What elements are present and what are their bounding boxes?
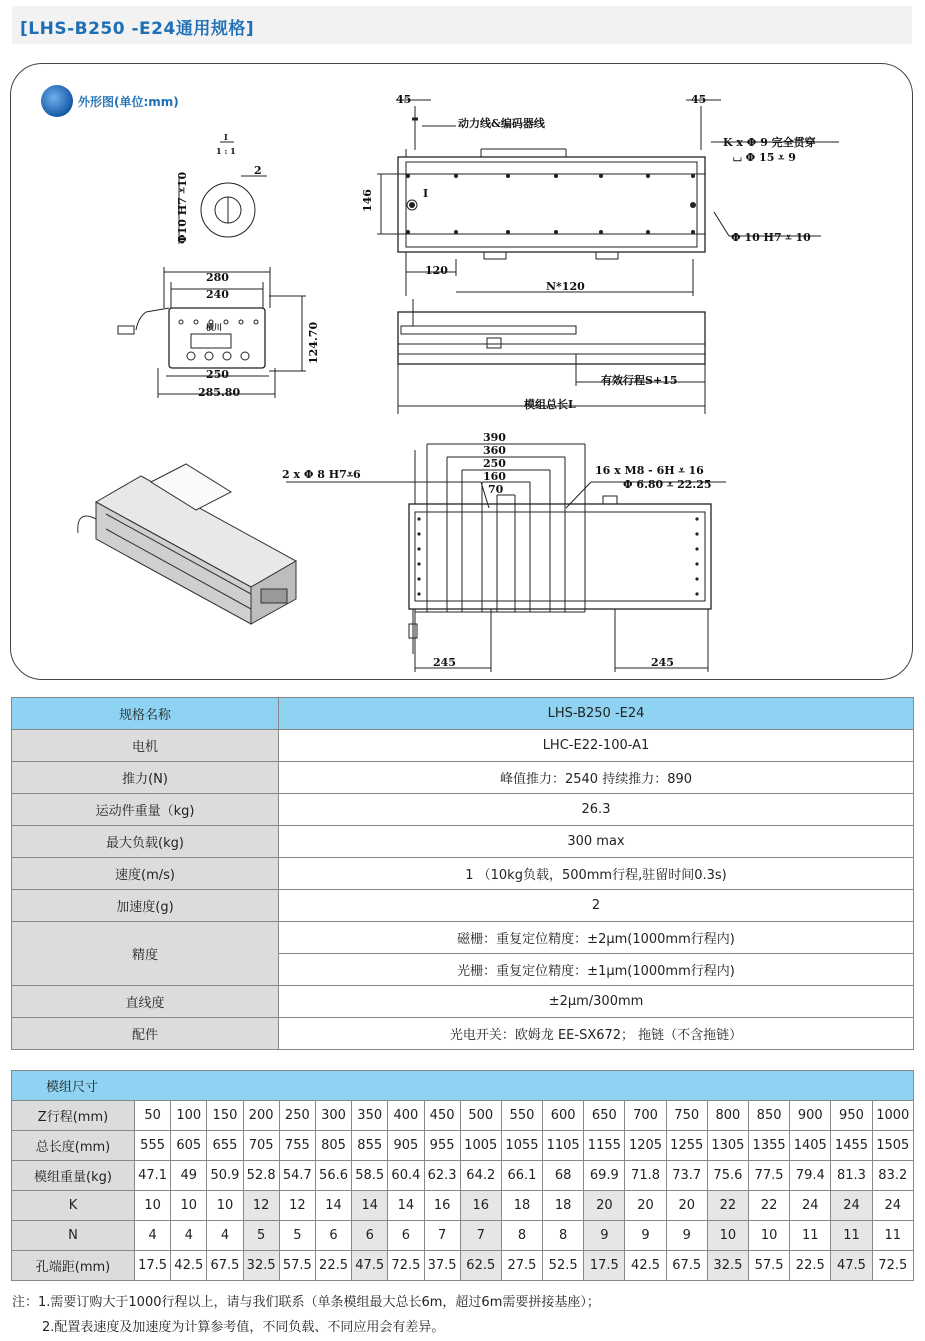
dimension-cell: 22.5 bbox=[790, 1251, 831, 1281]
dimension-row bbox=[12, 1101, 914, 1131]
spec-value: 26.3 bbox=[279, 794, 914, 826]
dimension-cell: 22 bbox=[749, 1191, 790, 1221]
dimension-cell: 24 bbox=[790, 1191, 831, 1221]
spec-label: 配件 bbox=[12, 1018, 279, 1050]
dimension-cell: 850 bbox=[749, 1101, 790, 1131]
spec-value: 1 （10kg负载，500mm行程,驻留时间0.3s) bbox=[279, 858, 914, 890]
dimension-cell: 71.8 bbox=[625, 1161, 666, 1191]
dim-45-right: 45 bbox=[691, 93, 707, 106]
dimension-cell: 350 bbox=[352, 1101, 388, 1131]
note-1: 注：1.需要订购大于1000行程以上，请与我们联系（单条模组最大总长6m，超过6m需要拼接基座）； bbox=[12, 1295, 600, 1310]
dimension-cell: 56.6 bbox=[315, 1161, 351, 1191]
dimension-cell: 20 bbox=[584, 1191, 625, 1221]
dimension-cell: 62.5 bbox=[460, 1251, 501, 1281]
dimension-cell: 27.5 bbox=[501, 1251, 542, 1281]
dimension-cell: 905 bbox=[388, 1131, 424, 1161]
dimension-table bbox=[11, 1070, 914, 1281]
spec-row-max-load bbox=[12, 826, 914, 858]
dimension-cell: 17.5 bbox=[584, 1251, 625, 1281]
dimension-cell: 1405 bbox=[790, 1131, 831, 1161]
dimension-cell: 550 bbox=[501, 1101, 542, 1131]
spec-label: 电机 bbox=[12, 730, 279, 762]
dimension-cell: 7 bbox=[424, 1221, 460, 1251]
spec-label: 速度(m/s) bbox=[12, 858, 279, 890]
dimension-cell: 24 bbox=[872, 1191, 913, 1221]
plate-brand: 横川 bbox=[206, 322, 222, 332]
dimension-cell: 10 bbox=[135, 1191, 171, 1221]
dimension-cell: 100 bbox=[171, 1101, 207, 1131]
dim-n120: N*120 bbox=[546, 280, 585, 293]
dimension-row-label: N bbox=[12, 1221, 135, 1251]
dim-390: 390 bbox=[483, 431, 506, 444]
dimension-cell: 52.5 bbox=[543, 1251, 584, 1281]
dimension-cell: 855 bbox=[352, 1131, 388, 1161]
spec-label: 精度 bbox=[12, 922, 279, 986]
dimension-row bbox=[12, 1251, 914, 1281]
spec-row-name bbox=[12, 698, 914, 730]
dim-240: 240 bbox=[206, 288, 229, 301]
spec-label: 运动件重量（kg) bbox=[12, 794, 279, 826]
hole-k-label: K x Φ 9 完全贯穿 bbox=[723, 136, 816, 149]
dimension-cell: 5 bbox=[243, 1221, 279, 1251]
dimension-cell: 24 bbox=[831, 1191, 872, 1221]
spec-row-precision bbox=[12, 922, 914, 954]
dimension-table-header bbox=[12, 1071, 914, 1101]
dimension-cell: 8 bbox=[501, 1221, 542, 1251]
dimension-cell: 12 bbox=[279, 1191, 315, 1221]
spec-row-moving-weight bbox=[12, 794, 914, 826]
dimension-cell: 32.5 bbox=[243, 1251, 279, 1281]
dimension-cell: 655 bbox=[207, 1131, 243, 1161]
dimension-row bbox=[12, 1221, 914, 1251]
dimension-cell: 1155 bbox=[584, 1131, 625, 1161]
dimension-cell: 37.5 bbox=[424, 1251, 460, 1281]
dimension-row bbox=[12, 1191, 914, 1221]
scale-num: I bbox=[224, 132, 228, 142]
dimension-cell: 11 bbox=[831, 1221, 872, 1251]
dimension-cell: 60.4 bbox=[388, 1161, 424, 1191]
dimension-cell: 300 bbox=[315, 1101, 351, 1131]
dimension-row-label: 模组重量(kg) bbox=[12, 1161, 135, 1191]
dimension-cell: 49 bbox=[171, 1161, 207, 1191]
dimension-cell: 47.5 bbox=[831, 1251, 872, 1281]
dimension-cell: 9 bbox=[625, 1221, 666, 1251]
section-bullet-icon bbox=[41, 85, 73, 117]
spec-value: 300 max bbox=[279, 826, 914, 858]
dimension-cell: 805 bbox=[315, 1131, 351, 1161]
dim-280: 280 bbox=[206, 271, 229, 284]
dimension-cell: 7 bbox=[460, 1221, 501, 1251]
dimension-cell: 1105 bbox=[543, 1131, 584, 1161]
dimension-cell: 22 bbox=[707, 1191, 748, 1221]
dimension-cell: 955 bbox=[424, 1131, 460, 1161]
dimension-cell: 47.5 bbox=[352, 1251, 388, 1281]
dimension-row bbox=[12, 1161, 914, 1191]
dimension-cell: 18 bbox=[501, 1191, 542, 1221]
dimension-cell: 16 bbox=[460, 1191, 501, 1221]
dim-245-right: 245 bbox=[651, 656, 674, 669]
dimension-cell: 6 bbox=[352, 1221, 388, 1251]
spec-value: 光电开关：欧姆龙 EE-SX672； 拖链（不含拖链） bbox=[279, 1018, 914, 1050]
dimension-cell: 50 bbox=[135, 1101, 171, 1131]
spec-row-straightness bbox=[12, 986, 914, 1018]
dimension-cell: 75.6 bbox=[707, 1161, 748, 1191]
spec-row-speed bbox=[12, 858, 914, 890]
dimension-cell: 705 bbox=[243, 1131, 279, 1161]
dimension-cell: 20 bbox=[625, 1191, 666, 1221]
dimension-cell: 800 bbox=[707, 1101, 748, 1131]
dimension-cell: 150 bbox=[207, 1101, 243, 1131]
page-title: [LHS-B250 -E24通用规格] bbox=[20, 19, 255, 39]
dimension-cell: 4 bbox=[207, 1221, 243, 1251]
spec-row-acceleration bbox=[12, 890, 914, 922]
dimension-cell: 4 bbox=[171, 1221, 207, 1251]
thread-holes-label: 16 x M8 - 6H ⩡ 16 bbox=[595, 464, 704, 477]
dim-45-left: 45 bbox=[396, 93, 412, 106]
spec-value: LHC-E22-100-A1 bbox=[279, 730, 914, 762]
dimension-row-label: 孔端距(mm) bbox=[12, 1251, 135, 1281]
dimension-cell: 1455 bbox=[831, 1131, 872, 1161]
dimension-cell: 600 bbox=[543, 1101, 584, 1131]
dimension-cell: 14 bbox=[315, 1191, 351, 1221]
dimension-cell: 57.5 bbox=[749, 1251, 790, 1281]
page-title-bar bbox=[12, 6, 912, 44]
hole-k-counterbore-label: ⌴ Φ 15 ⩡ 9 bbox=[733, 151, 796, 164]
dimension-cell: 32.5 bbox=[707, 1251, 748, 1281]
dimension-cell: 6 bbox=[388, 1221, 424, 1251]
dimension-cell: 700 bbox=[625, 1101, 666, 1131]
section-label: 外形图(单位:mm) bbox=[78, 95, 179, 109]
dimension-cell: 50.9 bbox=[207, 1161, 243, 1191]
dimension-cell: 1005 bbox=[460, 1131, 501, 1161]
detail-pin-label: Φ10 H7 ⩡10 bbox=[176, 171, 189, 244]
dimension-cell: 20 bbox=[666, 1191, 707, 1221]
dimension-cell: 250 bbox=[279, 1101, 315, 1131]
dim-124-70: 124.70 bbox=[307, 321, 320, 364]
dimension-cell: 47.1 bbox=[135, 1161, 171, 1191]
dim-360: 360 bbox=[483, 444, 506, 457]
dimension-cell: 450 bbox=[424, 1101, 460, 1131]
dimension-cell: 650 bbox=[584, 1101, 625, 1131]
dimension-cell: 42.5 bbox=[625, 1251, 666, 1281]
spec-row-accessories bbox=[12, 1018, 914, 1050]
spec-row-motor bbox=[12, 730, 914, 762]
pin-holes-label: 2 x Φ 8 H7⩡6 bbox=[282, 468, 361, 481]
dimension-cell: 900 bbox=[790, 1101, 831, 1131]
dimension-cell: 750 bbox=[666, 1101, 707, 1131]
dimension-cell: 8 bbox=[543, 1221, 584, 1251]
dimension-cell: 1000 bbox=[872, 1101, 913, 1131]
dimension-cell: 16 bbox=[424, 1191, 460, 1221]
dim-70: 70 bbox=[488, 483, 504, 496]
spec-value: 峰值推力：2540 持续推力：890 bbox=[279, 762, 914, 794]
dimension-cell: 605 bbox=[171, 1131, 207, 1161]
dimension-cell: 1355 bbox=[749, 1131, 790, 1161]
dimension-row-label: 总长度(mm) bbox=[12, 1131, 135, 1161]
spec-label: 规格名称 bbox=[12, 698, 279, 730]
spec-value: 2 bbox=[279, 890, 914, 922]
dimension-cell: 1505 bbox=[872, 1131, 913, 1161]
dimension-cell: 66.1 bbox=[501, 1161, 542, 1191]
dimension-cell: 18 bbox=[543, 1191, 584, 1221]
drawing-panel bbox=[10, 63, 913, 680]
dimension-cell: 4 bbox=[135, 1221, 171, 1251]
spec-table bbox=[11, 697, 914, 1050]
dimension-cell: 950 bbox=[831, 1101, 872, 1131]
dimension-row bbox=[12, 1131, 914, 1161]
dimension-cell: 69.9 bbox=[584, 1161, 625, 1191]
dim-285-80: 285.80 bbox=[198, 386, 241, 399]
dimension-cell: 1055 bbox=[501, 1131, 542, 1161]
dimension-cell: 64.2 bbox=[460, 1161, 501, 1191]
dimension-cell: 1305 bbox=[707, 1131, 748, 1161]
scale-note: 1 : 1 bbox=[216, 146, 236, 156]
dimension-cell: 62.3 bbox=[424, 1161, 460, 1191]
stroke-label: 有效行程S+15 bbox=[601, 374, 678, 387]
dimension-cell: 6 bbox=[315, 1221, 351, 1251]
thread-counterbore-label: Φ 6.80 ⩡ 22.25 bbox=[623, 478, 712, 491]
total-length-label: 模组总长L bbox=[524, 398, 576, 411]
dimension-cell: 1255 bbox=[666, 1131, 707, 1161]
dimension-cell: 400 bbox=[388, 1101, 424, 1131]
dimension-cell: 14 bbox=[388, 1191, 424, 1221]
dimension-cell: 11 bbox=[872, 1221, 913, 1251]
dimension-cell: 58.5 bbox=[352, 1161, 388, 1191]
dim-250: 250 bbox=[206, 368, 229, 381]
dim-120: 120 bbox=[425, 264, 448, 277]
detail-dim-2: 2 bbox=[254, 164, 262, 177]
dimension-cell: 67.5 bbox=[666, 1251, 707, 1281]
dimension-row-label: Z行程(mm) bbox=[12, 1101, 135, 1131]
technical-drawing bbox=[11, 64, 911, 678]
dim-245-left: 245 bbox=[433, 656, 456, 669]
dimension-cell: 54.7 bbox=[279, 1161, 315, 1191]
spec-value: LHS-B250 -E24 bbox=[279, 698, 914, 730]
dimension-cell: 9 bbox=[666, 1221, 707, 1251]
dimension-cell: 10 bbox=[207, 1191, 243, 1221]
dimension-cell: 1205 bbox=[625, 1131, 666, 1161]
spec-value: ±2μm/300mm bbox=[279, 986, 914, 1018]
spec-value: 磁栅：重复定位精度：±2μm(1000mm行程内) bbox=[279, 922, 914, 954]
dimension-cell: 11 bbox=[790, 1221, 831, 1251]
dimension-cell: 57.5 bbox=[279, 1251, 315, 1281]
dimension-cell: 17.5 bbox=[135, 1251, 171, 1281]
dimension-cell: 555 bbox=[135, 1131, 171, 1161]
power-encoder-line-label: 动力线&编码器线 bbox=[458, 117, 545, 130]
dimension-cell: 79.4 bbox=[790, 1161, 831, 1191]
spec-label: 最大负载(kg) bbox=[12, 826, 279, 858]
dimension-cell: 200 bbox=[243, 1101, 279, 1131]
dimension-cell: 83.2 bbox=[872, 1161, 913, 1191]
dimension-row-label: K bbox=[12, 1191, 135, 1221]
spec-value: 光栅：重复定位精度：±1μm(1000mm行程内) bbox=[279, 954, 914, 986]
dimension-cell: 72.5 bbox=[872, 1251, 913, 1281]
dimension-cell: 81.3 bbox=[831, 1161, 872, 1191]
dimension-cell: 77.5 bbox=[749, 1161, 790, 1191]
dimension-cell: 10 bbox=[707, 1221, 748, 1251]
dimension-cell: 500 bbox=[460, 1101, 501, 1131]
dimension-cell: 10 bbox=[749, 1221, 790, 1251]
dimension-cell: 68 bbox=[543, 1161, 584, 1191]
spec-row-thrust bbox=[12, 762, 914, 794]
spec-label: 直线度 bbox=[12, 986, 279, 1018]
dimension-cell: 755 bbox=[279, 1131, 315, 1161]
dimension-cell: 5 bbox=[279, 1221, 315, 1251]
dimension-cell: 73.7 bbox=[666, 1161, 707, 1191]
dim-146: 146 bbox=[361, 189, 374, 212]
spec-label: 推力(N) bbox=[12, 762, 279, 794]
dimension-cell: 52.8 bbox=[243, 1161, 279, 1191]
note-2: 2.配置表速度及加速度为计算参考值，不同负载、不同应用会有差异。 bbox=[42, 1320, 445, 1335]
dim-250b: 250 bbox=[483, 457, 506, 470]
dimension-cell: 72.5 bbox=[388, 1251, 424, 1281]
dim-160: 160 bbox=[483, 470, 506, 483]
notes bbox=[12, 1290, 600, 1340]
dimension-cell: 14 bbox=[352, 1191, 388, 1221]
hole-pin-label: Φ 10 H7 ⩡ 10 bbox=[731, 231, 811, 244]
dimension-cell: 10 bbox=[171, 1191, 207, 1221]
dimension-table-title: 模组尺寸 bbox=[12, 1071, 914, 1101]
top-view-detail-marker: I bbox=[423, 187, 429, 200]
dimension-cell: 22.5 bbox=[315, 1251, 351, 1281]
dimension-cell: 42.5 bbox=[171, 1251, 207, 1281]
dimension-cell: 67.5 bbox=[207, 1251, 243, 1281]
spec-label: 加速度(g) bbox=[12, 890, 279, 922]
dimension-cell: 9 bbox=[584, 1221, 625, 1251]
dimension-cell: 12 bbox=[243, 1191, 279, 1221]
